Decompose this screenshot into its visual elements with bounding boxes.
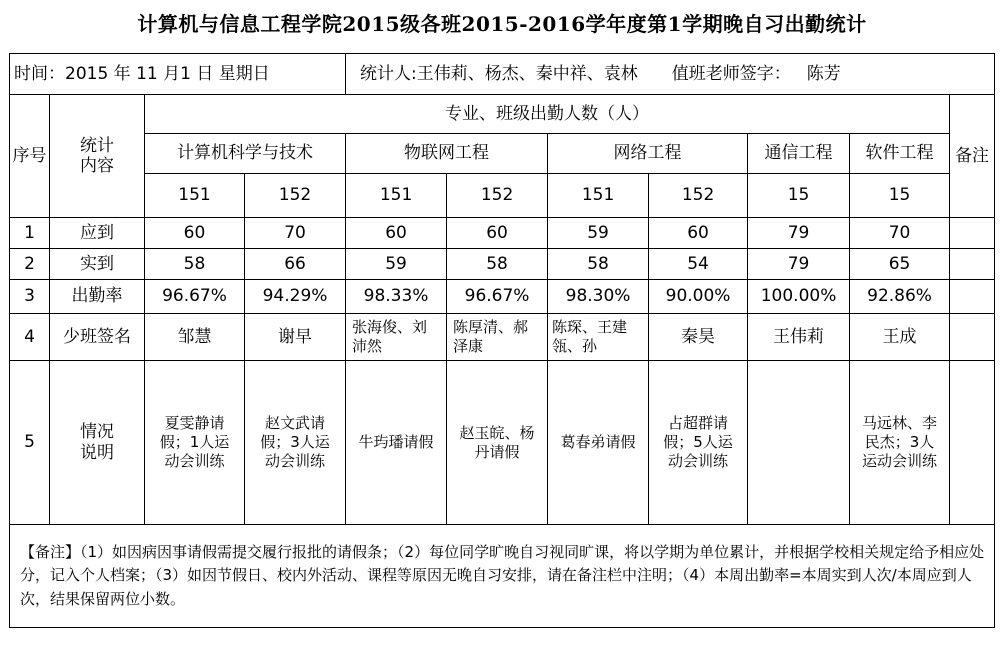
row-seq: 3 <box>10 280 50 314</box>
row-label: 实到 <box>50 249 145 280</box>
value-cell: 90.00% <box>649 280 748 314</box>
class-cell: 151 <box>548 174 649 218</box>
signature-text: 陈厚清、郝泽康 <box>453 318 529 355</box>
value-cell: 60 <box>649 218 748 249</box>
value-cell: 70 <box>245 218 346 249</box>
row-seq: 1 <box>10 218 50 249</box>
signature-cell: 谢早 <box>245 314 346 361</box>
situation-cell <box>548 361 649 525</box>
remarks-text: （1）如因病因事请假需提交履行报批的请假条；（2）每位同学旷晚自习视同旷课，将以学期为单位累计，并根据学校相关规定给予相应处分，记入个人档案；（3）如因节假日、校内外活动、课程等原因无晚自习安排，请在备注栏中注明；（4）本周出勤率=本周实到人次/本周应到人次，结果保留两位小数。 <box>20 543 985 608</box>
value-cell: 58 <box>447 249 548 280</box>
situation-cell <box>346 361 447 525</box>
row-label: 出勤率 <box>50 280 145 314</box>
signature-cell: 邹慧 <box>145 314 245 361</box>
value-cell: 98.30% <box>548 280 649 314</box>
value-cell: 54 <box>649 249 748 280</box>
signature-text: 张海俊、刘沛然 <box>352 318 428 355</box>
class-cell: 15 <box>748 174 850 218</box>
time-label: 时间： <box>14 63 65 84</box>
class-cell: 152 <box>245 174 346 218</box>
content-header <box>50 95 145 218</box>
value-cell: 60 <box>145 218 245 249</box>
value-cell: 79 <box>748 218 850 249</box>
value-cell: 59 <box>346 249 447 280</box>
header-row-1 <box>10 95 995 134</box>
value-cell: 58 <box>145 249 245 280</box>
value-cell: 100.00% <box>748 280 850 314</box>
class-cell: 152 <box>447 174 548 218</box>
value-cell: 96.67% <box>145 280 245 314</box>
header-row-classes <box>10 174 995 218</box>
class-cell: 151 <box>145 174 245 218</box>
situation-cell <box>850 361 950 525</box>
situation-cell <box>748 361 850 525</box>
value-cell: 66 <box>245 249 346 280</box>
counter-value: 王伟莉、杨杰、秦中祥、袁林 <box>416 63 638 84</box>
remark-cell <box>950 280 995 314</box>
content-header-line2: 内容 <box>80 156 114 176</box>
situation-text: 赵文武请假；3人运动会训练 <box>260 414 330 470</box>
value-cell: 92.86% <box>850 280 950 314</box>
situation-label-line1: 情况 <box>80 422 114 443</box>
attendance-table <box>9 53 995 628</box>
value-cell: 94.29% <box>245 280 346 314</box>
info-row <box>10 54 995 95</box>
row-signatures <box>10 314 995 361</box>
remark-cell <box>950 361 995 525</box>
value-cell: 70 <box>850 218 950 249</box>
row-situation <box>10 361 995 525</box>
signature-text: 陈琛、王建瓴、孙 <box>552 318 628 355</box>
group-header: 专业、班级出勤人数（人） <box>145 95 950 134</box>
major-software: 软件工程 <box>850 134 950 174</box>
remarks-label: 【备注】 <box>20 543 81 562</box>
remark-cell <box>950 314 995 361</box>
time-value: 2015 年 11 月1 日 星期日 <box>65 63 270 84</box>
situation-text: 占超群请假；5人运动会训练 <box>663 414 733 470</box>
value-cell: 59 <box>548 218 649 249</box>
situation-text: 赵玉皖、杨丹请假 <box>459 423 535 461</box>
signature-cell: 王成 <box>850 314 950 361</box>
seq-header: 序号 <box>10 95 50 218</box>
value-cell: 60 <box>447 218 548 249</box>
situation-text: 夏雯静请假；1人运动会训练 <box>159 414 230 470</box>
situation-cell <box>145 361 245 525</box>
remarks-cell <box>10 525 995 628</box>
major-cs: 计算机科学与技术 <box>145 134 346 174</box>
signature-cell <box>548 314 649 361</box>
header-row-majors <box>10 134 995 174</box>
remark-header: 备注 <box>950 95 995 218</box>
value-cell: 98.33% <box>346 280 447 314</box>
signature-cell: 王伟莉 <box>748 314 850 361</box>
situation-cell <box>245 361 346 525</box>
page-title: 计算机与信息工程学院2015级各班2015-2016学年度第1学期晚自习出勤统计 <box>137 12 867 36</box>
teacher-label: 值班老师签字： <box>671 63 791 84</box>
situation-text: 葛春弟请假 <box>560 433 636 452</box>
remark-cell <box>950 249 995 280</box>
row-label <box>50 361 145 525</box>
value-cell: 58 <box>548 249 649 280</box>
counter-label: 统计人: <box>360 63 417 84</box>
row-seq: 4 <box>10 314 50 361</box>
class-cell: 15 <box>850 174 950 218</box>
signature-cell <box>447 314 548 361</box>
situation-text: 牛玙璠请假 <box>358 433 434 452</box>
time-cell <box>10 54 346 95</box>
row-seq: 5 <box>10 361 50 525</box>
row-seq: 2 <box>10 249 50 280</box>
class-cell: 152 <box>649 174 748 218</box>
situation-text: 马远林、李民杰；3人运动会训练 <box>862 414 938 470</box>
row-label: 少班签名 <box>50 314 145 361</box>
value-cell: 60 <box>346 218 447 249</box>
content-header-line1: 统计 <box>80 135 114 156</box>
signature-cell <box>346 314 447 361</box>
major-iot: 物联网工程 <box>346 134 548 174</box>
major-network: 网络工程 <box>548 134 748 174</box>
row-actual <box>10 249 995 280</box>
counter-cell <box>346 54 995 95</box>
major-comm: 通信工程 <box>748 134 850 174</box>
situation-cell <box>649 361 748 525</box>
signature-cell: 秦昊 <box>649 314 748 361</box>
teacher-value: 陈芳 <box>806 63 841 84</box>
class-cell: 151 <box>346 174 447 218</box>
situation-cell <box>447 361 548 525</box>
row-rate <box>10 280 995 314</box>
value-cell: 96.67% <box>447 280 548 314</box>
value-cell: 79 <box>748 249 850 280</box>
row-expected <box>10 218 995 249</box>
row-label: 应到 <box>50 218 145 249</box>
situation-label-line2: 说明 <box>80 442 114 463</box>
remarks-row <box>10 525 995 628</box>
remark-cell <box>950 218 995 249</box>
value-cell: 65 <box>850 249 950 280</box>
